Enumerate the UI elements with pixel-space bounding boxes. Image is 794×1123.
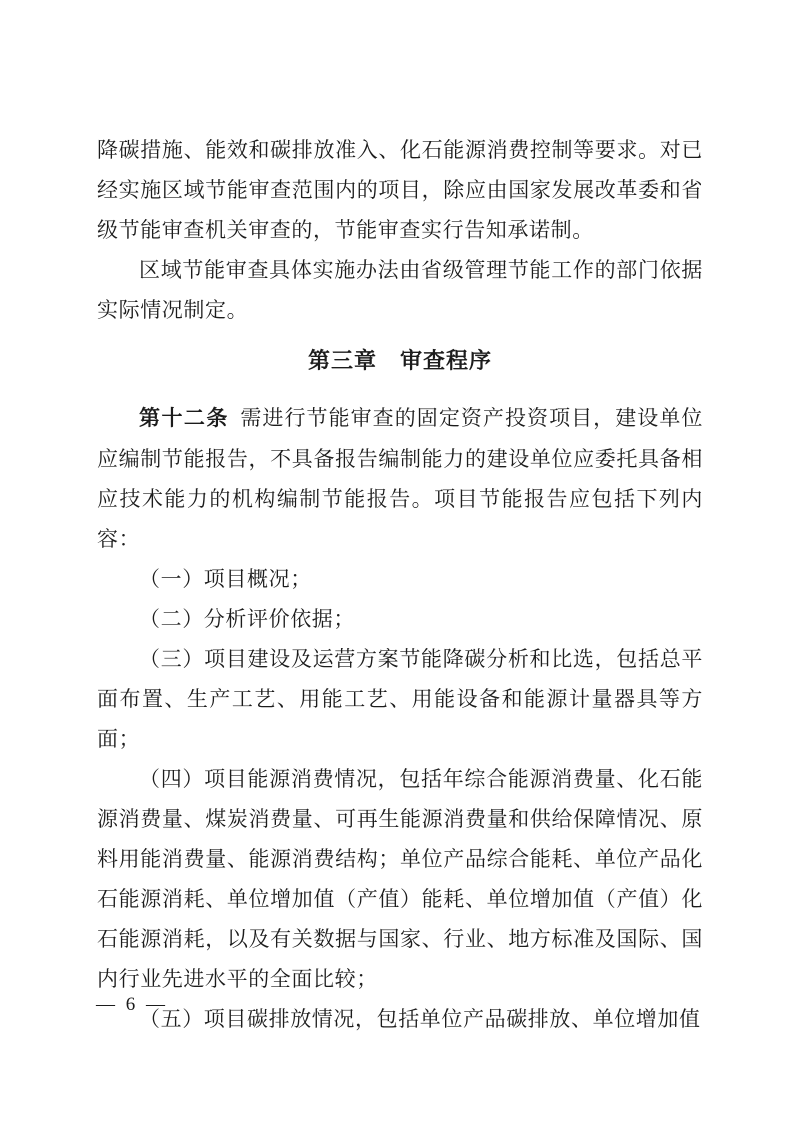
- list-item-1: （一）项目概况；: [139, 567, 312, 591]
- paragraph-continued: 降碳措施、能效和碳排放准入、化石能源消费控制等要求。对已经实施区域节能审查范围内的项目，除应由国家发展改革委和省级节能审查机关审查的，节能审查实行告知承诺制。: [97, 138, 703, 242]
- list-item-4: （四）项目能源消费情况，包括年综合能源消费量、化石能源消费量、煤炭消费量、可再生能源消费量和供给保障情况、原料用能消费量、能源消费结构；单位产品综合能耗、单位产品化石能源消耗、单位增加值（产值）能耗、单位增加值（产值）化石能源消耗，以及有关数据与国家、行业、地方标准及国际、国内行业先进水平的全面比较；: [97, 767, 703, 991]
- article-text: 需进行节能审查的固定资产投资项目，建设单位应编制节能报告，不具备报告编制能力的建设单位应委托具备相应技术能力的机构编制节能报告。项目节能报告应包括下列内容：: [97, 406, 703, 551]
- page-number: — 6 —: [96, 994, 168, 1015]
- paragraph: 区域节能审查具体实施办法由省级管理节能工作的部门依据实际情况制定。: [97, 258, 703, 322]
- document-body: [97, 130, 703, 1039]
- list-item-5: （五）项目碳排放情况，包括单位产品碳排放、单位增加值: [139, 1007, 701, 1031]
- chapter-heading: 第三章 审查程序: [307, 348, 492, 373]
- list-item-2: （二）分析评价依据；: [139, 607, 355, 631]
- list-item-3: （三）项目建设及运营方案节能降碳分析和比选，包括总平面布置、生产工艺、用能工艺、用能设备和能源计量器具等方面；: [97, 647, 703, 751]
- article-paragraph: [97, 398, 703, 559]
- article-number: 第十二条: [139, 407, 229, 430]
